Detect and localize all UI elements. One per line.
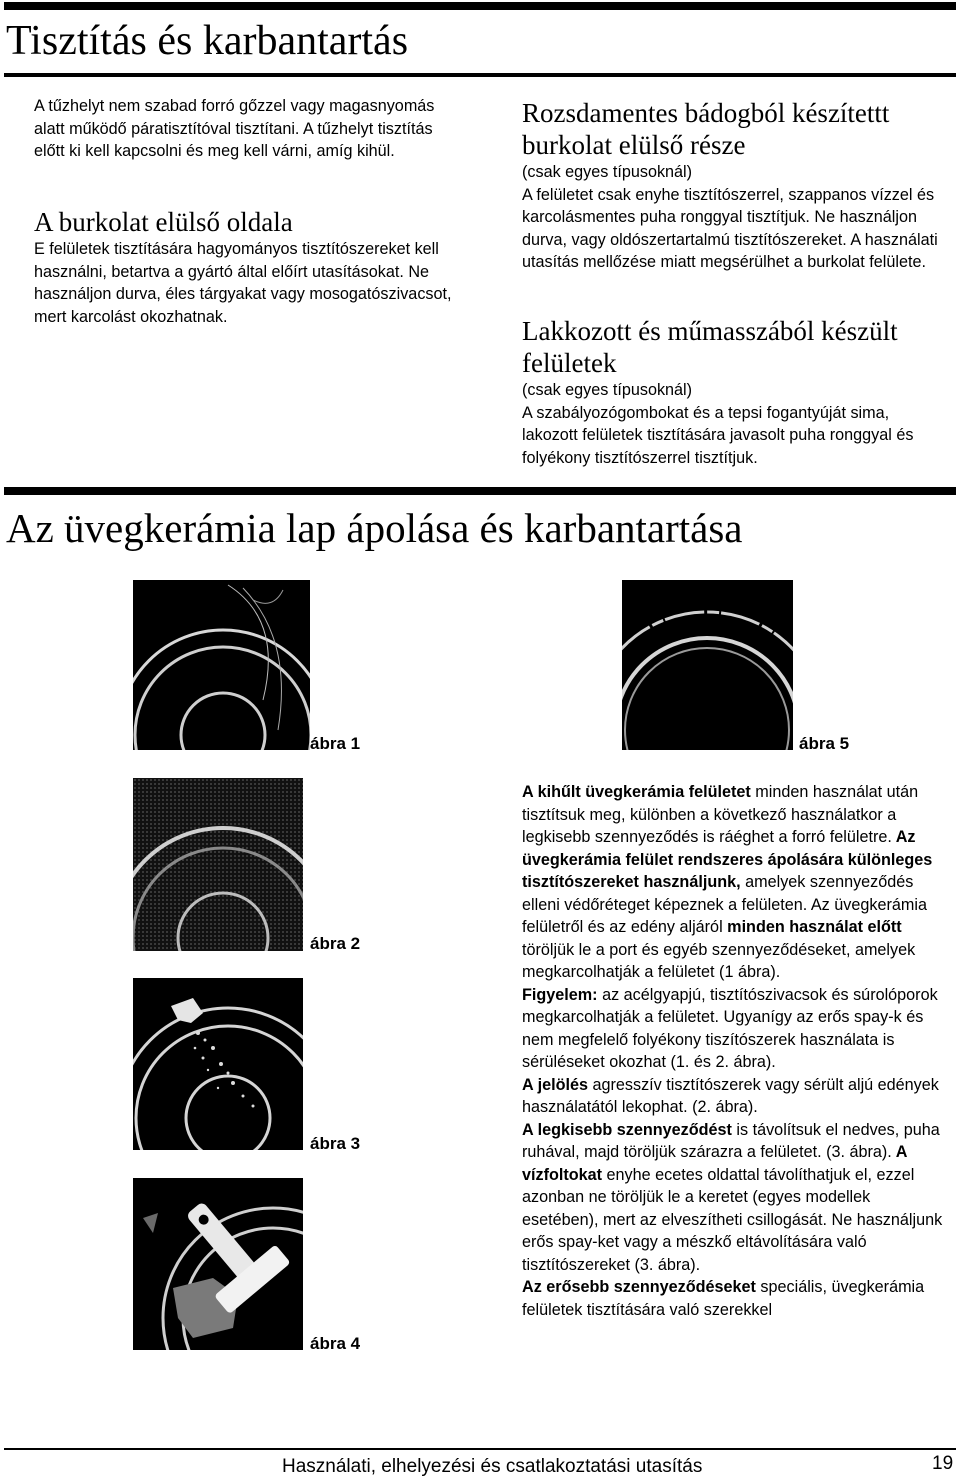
care-p1-text: minden használat után tisztítsuk meg, különben a következő használatkor a legkisebb szennyeződés is ráéghet a forró felületre. bbox=[522, 783, 919, 846]
page-title: Tisztítás és karbantartás bbox=[6, 18, 409, 64]
figure-4-label: ábra 4 bbox=[310, 1334, 361, 1353]
lacquered-note: (csak egyes típusoknál) bbox=[522, 381, 693, 399]
care-paragraph-1 bbox=[522, 781, 950, 984]
lacquered-heading: Lakkozott és műmasszából készült felületek bbox=[522, 316, 898, 378]
front-heading: A burkolat elülső oldala bbox=[34, 207, 293, 237]
care-p1-bold2: Az üvegkerámia felület rendszeres ápolására különleges tisztítószereket használjunk, bbox=[522, 828, 933, 891]
care-dirt-text: is távolítsuk el nedves, puha ruhával, majd töröljük szárazra a felületet. (3. ábra). bbox=[522, 1120, 940, 1161]
care-p1-text2: amelyek szennyeződés elleni védőréteget képeznek a felületen. Az üvegkerámia felületről és az edény aljáról bbox=[522, 873, 927, 936]
footer-rule bbox=[4, 1448, 956, 1450]
care-strong bbox=[522, 1276, 950, 1321]
care-p1-bold3: minden használat előtt bbox=[722, 918, 902, 936]
footer-text: Használati, elhelyezési és csatlakoztatási utasítás bbox=[282, 1456, 703, 1477]
care-text bbox=[522, 781, 950, 1321]
care-p1-text3: töröljük le a port és egyéb szennyeződéseket, amelyek megkarcolhatják a felületet (1 ábra). bbox=[522, 940, 916, 981]
care-strong-bold: Az erősebb szennyeződéseket bbox=[522, 1278, 756, 1296]
stainless-body: A felületet csak enyhe tisztítószerrel, szappanos vízzel és karcolásmentes puha ronggyal tisztítjuk. Ne használjon durva, vagy oldószertartalmú tisztítószereket. A használati utasítás mellőzése miatt megsérülhet a burkolat felülete. bbox=[522, 185, 938, 271]
figure-5-image bbox=[622, 580, 793, 750]
intro-text: A tűzhelyt nem szabad forró gőzzel vagy magasnyomás alatt működő páratisztítóval tisztítani. A tűzhelyt tisztítás előtt ki kell kapcsolni és meg kell várni, amíg kihül. bbox=[34, 97, 435, 160]
page-number: 19 bbox=[932, 1453, 954, 1474]
care-dirt-bold: A legkisebb szennyeződést bbox=[522, 1120, 732, 1139]
care-p1-bold: A kihűlt üvegkerámia felületet bbox=[522, 783, 751, 801]
care-warning-text: az acélgyapjú, tisztítószivacsok és súrolóporok megkarcolhatják a felületet. Ugyanígy az erős spay-k és nem megfelelő folyékony tiszítószerek használata is sérüléseket okozhat (1. és 2. ábra). bbox=[522, 985, 938, 1071]
care-warning bbox=[522, 984, 950, 1074]
figure-1-label: ábra 1 bbox=[310, 734, 361, 753]
stainless-heading: Rozsdamentes bádogból készítettt burkolat elülső része bbox=[522, 98, 890, 160]
figure-2-image bbox=[133, 778, 303, 951]
stainless-note: (csak egyes típusoknál) bbox=[522, 163, 693, 181]
care-dirt bbox=[522, 1119, 950, 1277]
figure-3-label: ábra 3 bbox=[310, 1134, 361, 1153]
figure-2-label: ábra 2 bbox=[310, 934, 361, 953]
figure-4-image bbox=[133, 1178, 303, 1350]
care-warning-bold: Figyelem: bbox=[522, 985, 598, 1004]
front-body: E felületek tisztítására hagyományos tisztítószereket kell használni, betartva a gyártó által előírt utasításokat. Ne használjon durva, éles tárgyakat vagy mosogatószivacsot, mert karcolást okozhatnak. bbox=[34, 240, 452, 326]
care-water-text: enyhe ecetes oldattal távolíthatjuk el, ezzel azonban ne töröljük le a keretet (egyes modellek esetében), mert az elveszítheti csillogását. Ne használjunk erős spay-ket vagy a mészkő eltávolítására való tisztítószereket (3. ábra). bbox=[522, 1165, 943, 1274]
care-marking-text: agresszív tisztítószerek vagy sérült aljú edények használatától lekophat. (2. ábra). bbox=[522, 1075, 939, 1116]
figure-5-label: ábra 5 bbox=[799, 734, 850, 753]
lacquered-section bbox=[522, 315, 947, 469]
care-strong-text: speciális, üvegkerámia felületek tisztítására való szerekkel bbox=[522, 1278, 925, 1319]
section2-title: Az üvegkerámia lap ápolása és karbantartása bbox=[6, 505, 743, 551]
lacquered-body: A szabályozógombokat és a tepsi fogantyúját sima, lakozott felületek tisztítására javasolt puha ronggyal és folyékony tisztítószerrel tisztítjuk. bbox=[522, 403, 914, 467]
care-marking bbox=[522, 1074, 950, 1119]
top-rule bbox=[4, 2, 956, 10]
front-section bbox=[34, 206, 474, 328]
stainless-section bbox=[522, 97, 952, 274]
section2-rule bbox=[4, 487, 956, 495]
figure-3-image bbox=[133, 978, 303, 1150]
intro-paragraph bbox=[34, 95, 454, 163]
care-marking-bold: A jelölés bbox=[522, 1075, 588, 1094]
title-rule bbox=[4, 73, 956, 77]
figure-1-image bbox=[133, 580, 310, 750]
care-water-bold: A vízfoltokat bbox=[522, 1143, 907, 1184]
